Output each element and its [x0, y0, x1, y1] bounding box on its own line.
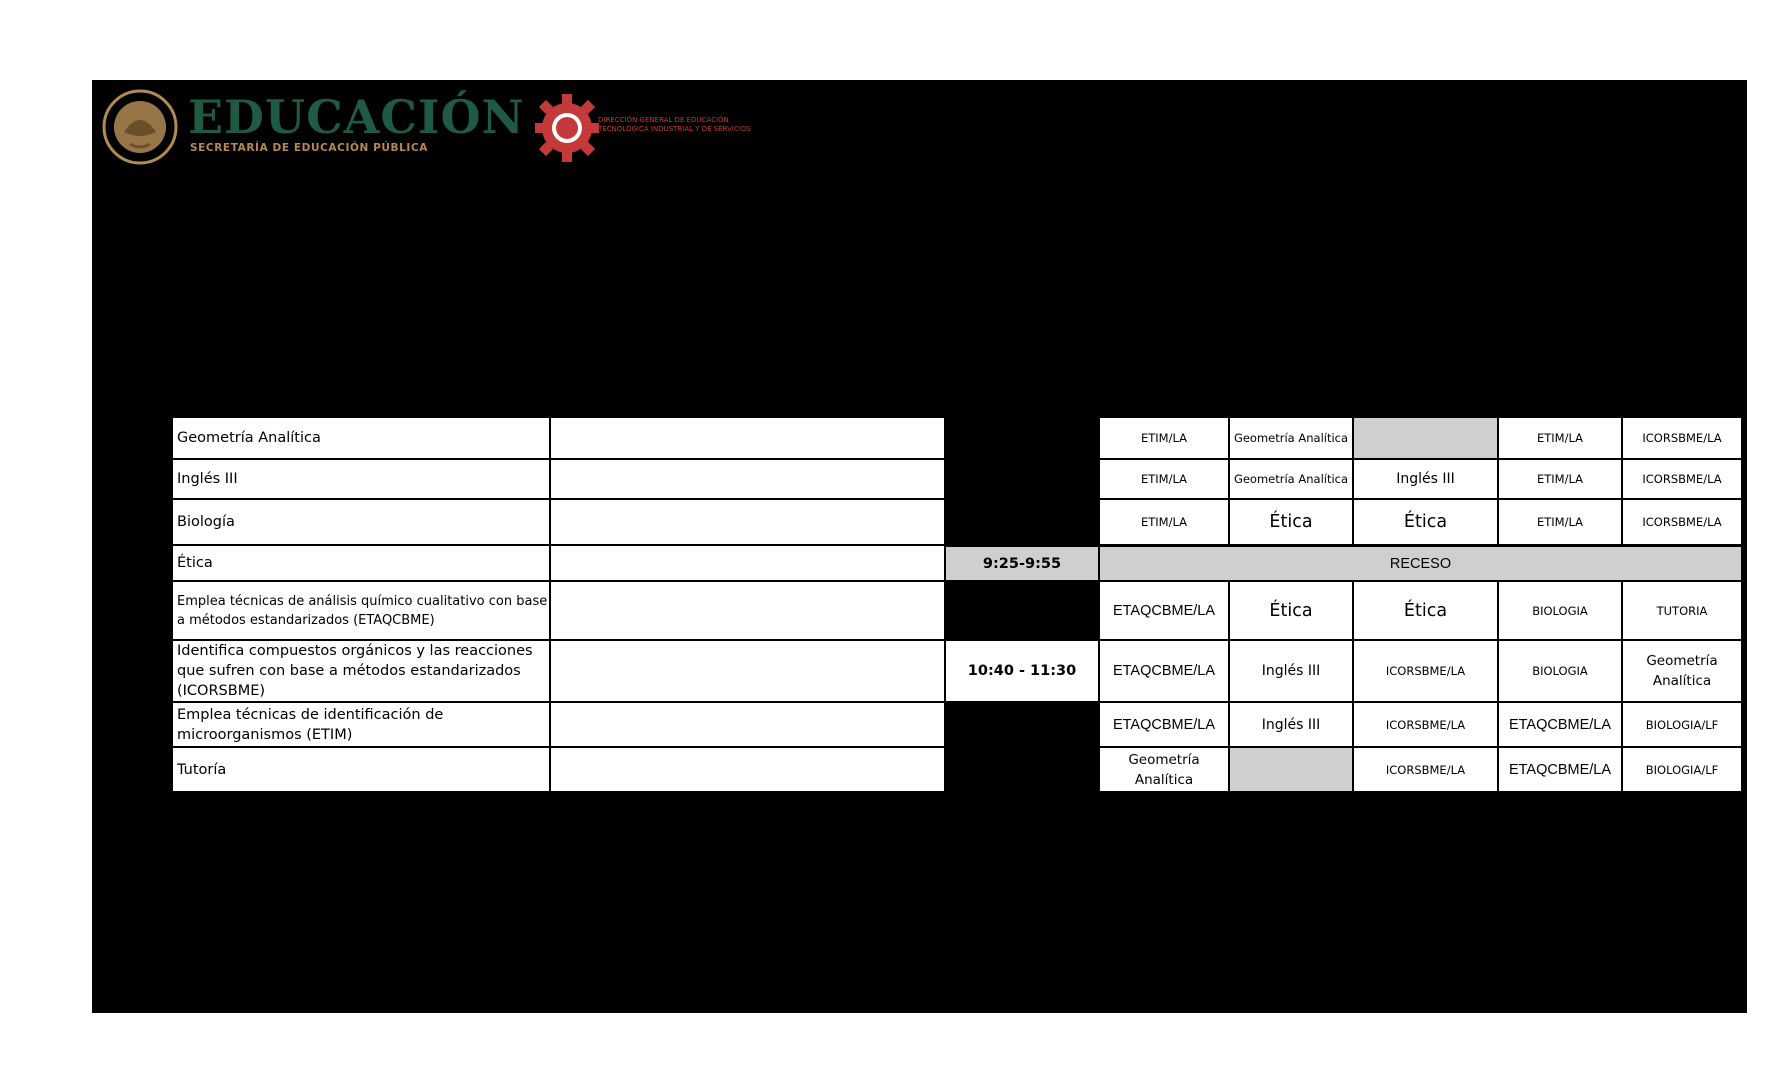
blank-cell	[550, 581, 945, 640]
time-cell: 10:40 - 11:30	[945, 640, 1099, 702]
schedule-cell: Ética	[1229, 499, 1353, 545]
schedule-cell: Inglés III	[1353, 459, 1498, 499]
subject-cell: Ética	[172, 545, 550, 581]
schedule-cell: Ética	[1353, 581, 1498, 640]
subject-cell: Inglés III	[172, 459, 550, 499]
schedule-cell: ETAQCBME/LA	[1099, 702, 1229, 747]
schedule-cell: ICORSBME/LA	[1353, 747, 1498, 792]
schedule-cell: ICORSBME/LA	[1622, 459, 1742, 499]
schedule-cell	[1353, 417, 1498, 459]
schedule-cell: Geometría Analítica	[1229, 459, 1353, 499]
schedule-cell: Geometría Analítica	[1229, 417, 1353, 459]
schedule-cell: ICORSBME/LA	[1622, 499, 1742, 545]
sep-logo	[100, 88, 525, 166]
schedule-cell: BIOLOGIA	[1498, 640, 1622, 702]
schedule-cell: Inglés III	[1229, 702, 1353, 747]
subject-cell: Tutoría	[172, 747, 550, 792]
subject-cell: Biología	[172, 499, 550, 545]
subject-cell: Identifica compuestos orgánicos y las reacciones que sufren con base a métodos estandarizados (ICORSBME)	[172, 640, 550, 702]
schedule-cell: ETAQCBME/LA	[1498, 702, 1622, 747]
schedule-cell: ETIM/LA	[1099, 417, 1229, 459]
sep-subtitle: SECRETARÍA DE EDUCACIÓN PÚBLICA	[190, 142, 428, 154]
schedule-cell: BIOLOGIA/LF	[1622, 702, 1742, 747]
schedule-cell: ETAQCBME/LA	[1099, 581, 1229, 640]
schedule-cell: Ética	[1353, 499, 1498, 545]
schedule-cell: ICORSBME/LA	[1353, 640, 1498, 702]
subject-cell: Geometría Analítica	[172, 417, 550, 459]
schedule-cell: Geometría Analítica	[1622, 640, 1742, 702]
blank-cell	[550, 417, 945, 459]
schedule-cell: ICORSBME/LA	[1622, 417, 1742, 459]
dgeti-line-1: DIRECCIÓN GENERAL DE EDUCACIÓN	[598, 116, 729, 124]
schedule-cell: BIOLOGIA/LF	[1622, 747, 1742, 792]
blank-cell	[550, 640, 945, 702]
schedule-cell: TUTORIA	[1622, 581, 1742, 640]
blank-cell	[550, 499, 945, 545]
national-seal-icon	[100, 88, 180, 166]
subject-cell: Emplea técnicas de análisis químico cualitativo con base a métodos estandarizados (ETAQCBME)	[172, 581, 550, 640]
schedule-cell: ETIM/LA	[1099, 459, 1229, 499]
schedule-cell	[1229, 747, 1353, 792]
schedule-cell: ETAQCBME/LA	[1099, 640, 1229, 702]
sep-title: EDUCACIÓN	[188, 90, 525, 144]
schedule-cell: Ética	[1229, 581, 1353, 640]
schedule-cell: ETIM/LA	[1498, 417, 1622, 459]
schedule-cell: ETAQCBME/LA	[1498, 747, 1622, 792]
schedule-cell: ETIM/LA	[1498, 499, 1622, 545]
blank-cell	[550, 545, 945, 581]
schedule-cell: ICORSBME/LA	[1353, 702, 1498, 747]
dgeti-logo	[533, 90, 793, 165]
recess-time-cell: 9:25-9:55	[945, 546, 1099, 581]
blank-cell	[550, 747, 945, 792]
schedule-cell: ETIM/LA	[1498, 459, 1622, 499]
blank-cell	[550, 702, 945, 747]
blank-cell	[550, 459, 945, 499]
schedule-cell: Geometría Analítica	[1099, 747, 1229, 792]
schedule-cell: BIOLOGIA	[1498, 581, 1622, 640]
dgeti-line-2: TECNOLÓGICA INDUSTRIAL Y DE SERVICIOS	[598, 125, 751, 133]
subject-cell: Emplea técnicas de identificación de microorganismos (ETIM)	[172, 702, 550, 747]
dgeti-text	[598, 116, 751, 134]
schedule-cell: ETIM/LA	[1099, 499, 1229, 545]
recess-cell: RECESO	[1099, 546, 1742, 581]
schedule-cell: Inglés III	[1229, 640, 1353, 702]
gear-icon	[533, 90, 601, 164]
